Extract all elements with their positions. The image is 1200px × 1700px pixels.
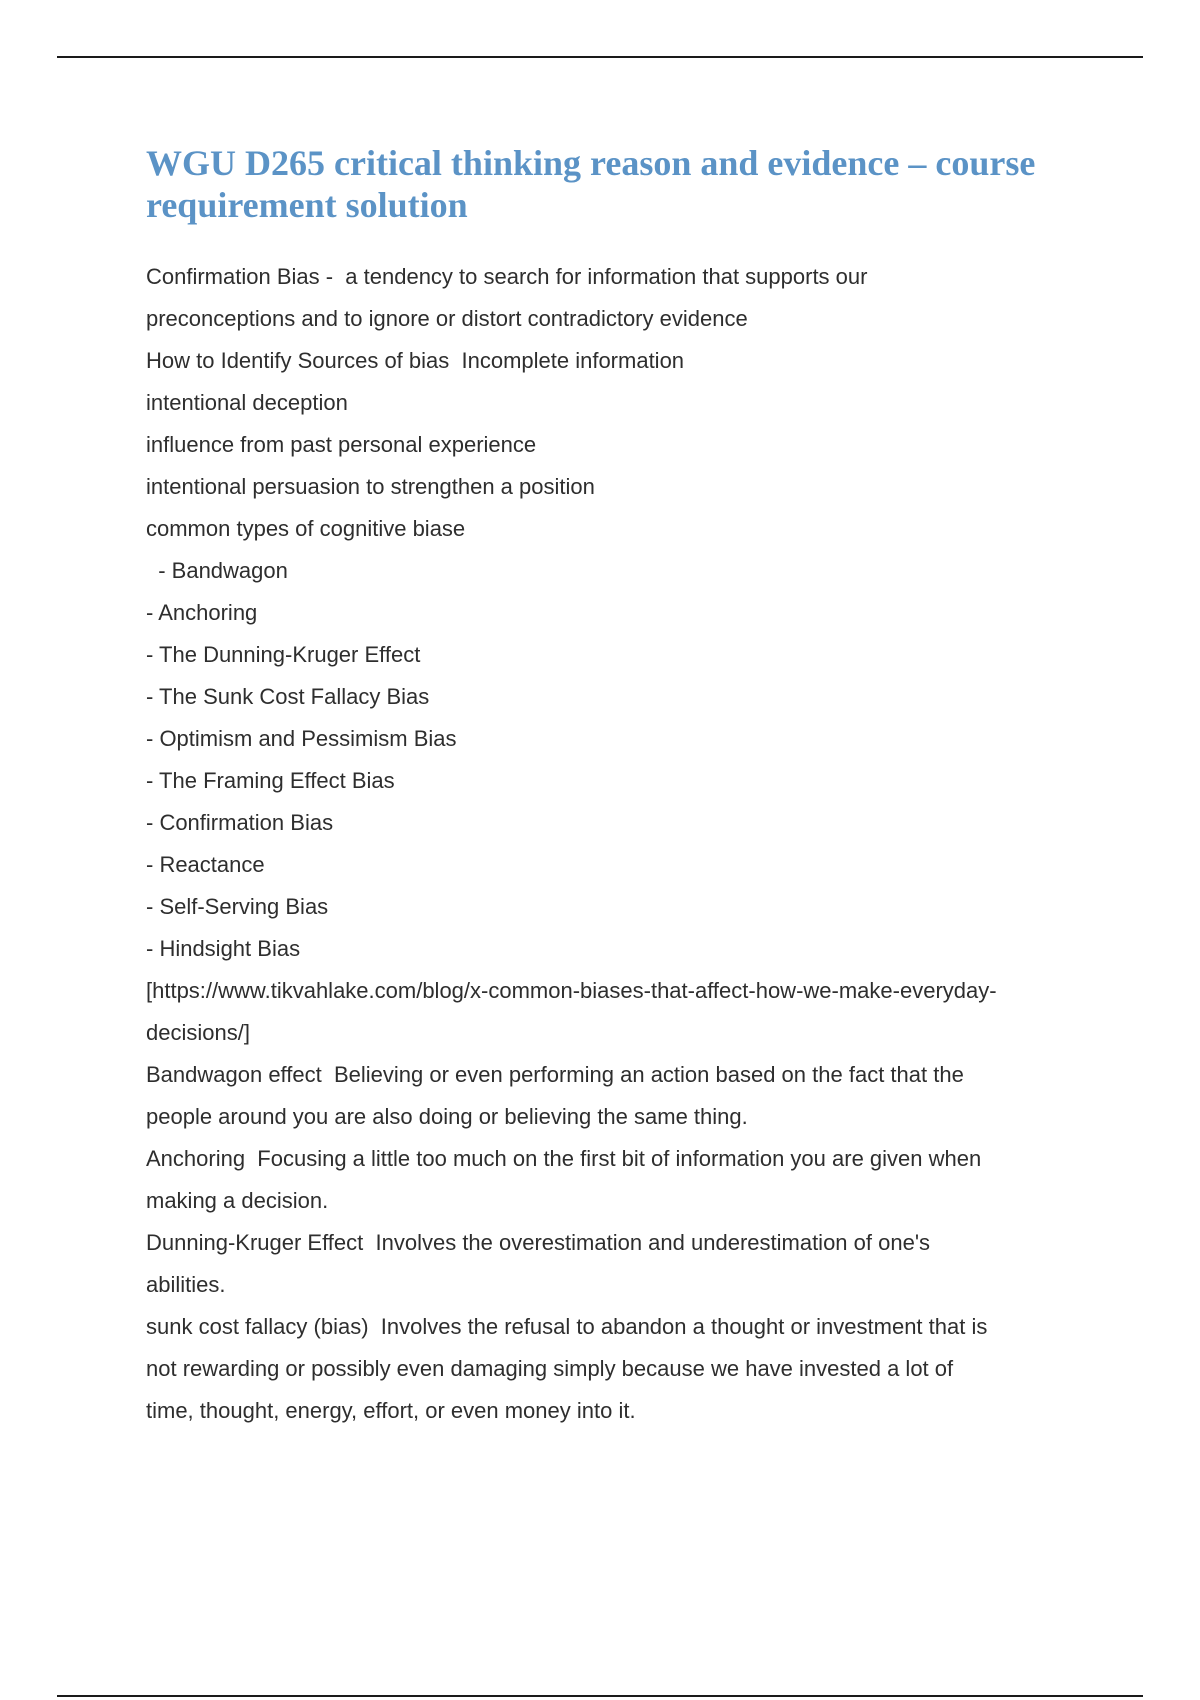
list-item: - Anchoring — [146, 600, 258, 625]
document-text — [146, 256, 1096, 1432]
text-line: Bandwagon effect Believing or even performing an action based on the fact that the — [146, 1062, 964, 1087]
text-line: intentional deception — [146, 390, 348, 415]
text-line: preconceptions and to ignore or distort contradictory evidence — [146, 306, 748, 331]
list-item: - Reactance — [146, 852, 265, 877]
header-rule — [57, 56, 1143, 58]
text-line: abilities. — [146, 1272, 226, 1297]
text-line: How to Identify Sources of bias Incomplete information — [146, 348, 685, 373]
text-line: sunk cost fallacy (bias) Involves the refusal to abandon a thought or investment that is — [146, 1314, 988, 1339]
text-line: Dunning-Kruger Effect Involves the overestimation and underestimation of one's — [146, 1230, 931, 1255]
list-item: - The Framing Effect Bias — [146, 768, 395, 793]
list-item: - The Dunning-Kruger Effect — [146, 642, 421, 667]
list-item: - Hindsight Bias — [146, 936, 301, 961]
list-item: - The Sunk Cost Fallacy Bias — [146, 684, 430, 709]
list-item: - Confirmation Bias — [146, 810, 334, 835]
footer-rule — [57, 1695, 1143, 1697]
text-line: people around you are also doing or believing the same thing. — [146, 1104, 748, 1129]
list-item: - Optimism and Pessimism Bias — [146, 726, 457, 751]
text-line: influence from past personal experience — [146, 432, 537, 457]
text-line: making a decision. — [146, 1188, 329, 1213]
list-item: - Self-Serving Bias — [146, 894, 329, 919]
text-line: intentional persuasion to strengthen a position — [146, 474, 595, 499]
list-item: - Bandwagon — [146, 558, 288, 583]
text-line: Anchoring Focusing a little too much on the first bit of information you are given when — [146, 1146, 982, 1171]
document-body — [146, 142, 1096, 1432]
text-line: Confirmation Bias - a tendency to search for information that supports our — [146, 264, 868, 289]
text-line: time, thought, energy, effort, or even money into it. — [146, 1398, 636, 1423]
document-title: WGU D265 critical thinking reason and evidence – course requirement solution — [146, 143, 1036, 225]
source-link: decisions/] — [146, 1020, 250, 1045]
source-link: [https://www.tikvahlake.com/blog/x-common-biases-that-affect-how-we-make-everyday- — [146, 978, 997, 1003]
text-line: not rewarding or possibly even damaging simply because we have invested a lot of — [146, 1356, 954, 1381]
text-line: common types of cognitive biase — [146, 516, 466, 541]
